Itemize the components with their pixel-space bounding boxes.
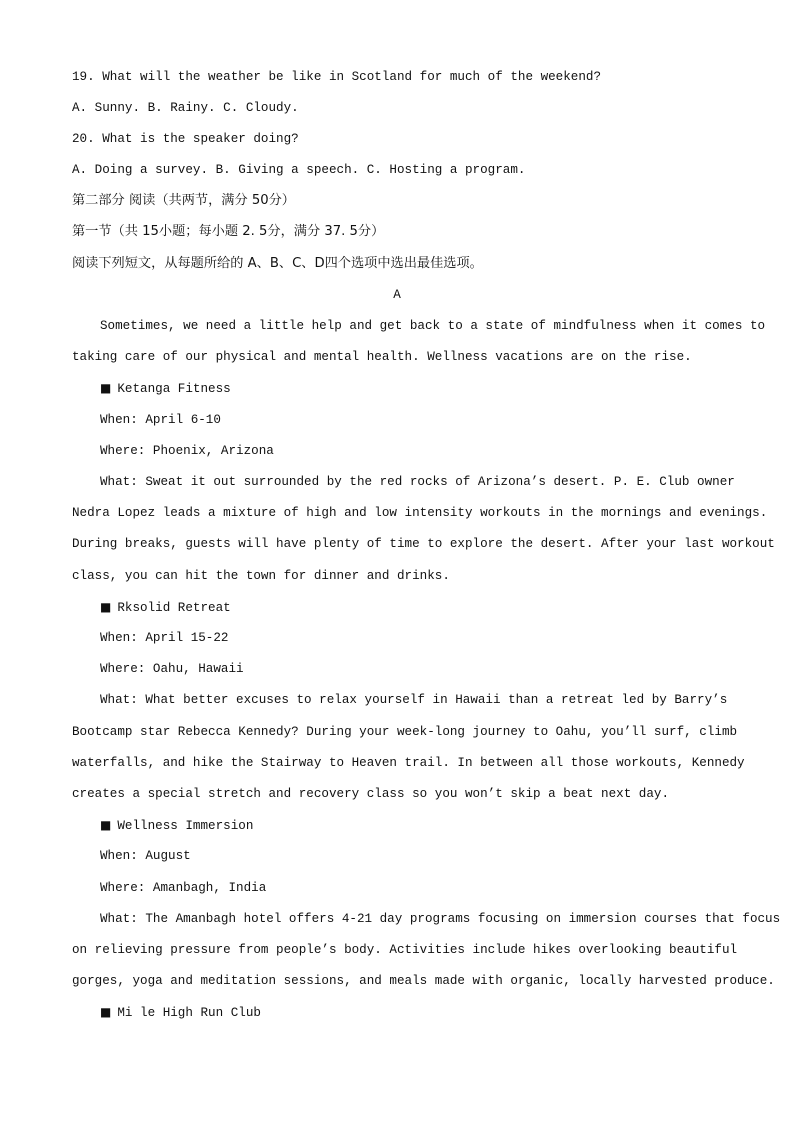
q19-question: 19. What will the weather be like in Scotland for much of the weekend? xyxy=(72,70,602,84)
bullet-square-icon: ■ xyxy=(100,1005,112,1019)
item-what-line: on relieving pressure from people’s body. Activities include hikes overlooking beautiful xyxy=(72,943,738,957)
passage-label: A xyxy=(393,288,401,302)
item-name: Rksolid Retreat xyxy=(117,601,231,615)
item-what-line: What: What better excuses to relax yourself in Hawaii than a retreat led by Barry’s xyxy=(100,693,728,707)
item-what-line: Bootcamp star Rebecca Kennedy? During your week-long journey to Oahu, you’ll surf, climb xyxy=(72,725,738,739)
part2-heading: 第二部分 阅读（共两节，满分 50分） xyxy=(72,193,295,208)
section1-heading: 第一节（共 15小题；每小题 2. 5分，满分 37. 5分） xyxy=(72,224,385,239)
intro-line-2: taking care of our physical and mental health. Wellness vacations are on the rise. xyxy=(72,350,692,364)
item-what-line: What: Sweat it out surrounded by the red rocks of Arizona’s desert. P. E. Club owner xyxy=(100,475,735,489)
item-heading-milehigh xyxy=(100,1004,750,1021)
item-name: Ketanga Fitness xyxy=(117,382,231,396)
item-where: Where: Amanbagh, India xyxy=(100,881,267,895)
item-what-line: creates a special stretch and recovery class so you won’t skip a beat next day. xyxy=(72,787,670,801)
item-heading-rksolid xyxy=(100,599,750,616)
item-what-line: What: The Amanbagh hotel offers 4-21 day programs focusing on immersion courses that focus xyxy=(100,912,781,926)
item-what-line: Nedra Lopez leads a mixture of high and low intensity workouts in the mornings and evenings. xyxy=(72,506,768,520)
q20-question: 20. What is the speaker doing? xyxy=(72,132,299,146)
q20-options: A. Doing a survey. B. Giving a speech. C. Hosting a program. xyxy=(72,163,526,177)
item-when: When: April 6-10 xyxy=(100,413,221,427)
item-what-line: gorges, yoga and meditation sessions, and meals made with organic, locally harvested produce. xyxy=(72,974,775,988)
item-what-line: class, you can hit the town for dinner and drinks. xyxy=(72,569,450,583)
bullet-square-icon: ■ xyxy=(100,818,112,832)
item-heading-ketanga xyxy=(100,380,750,397)
item-where: Where: Oahu, Hawaii xyxy=(100,662,244,676)
item-where: Where: Phoenix, Arizona xyxy=(100,444,274,458)
item-what-line: waterfalls, and hike the Stairway to Heaven trail. In between all those workouts, Kennedy xyxy=(72,756,745,770)
item-when: When: April 15-22 xyxy=(100,631,229,645)
item-name: Wellness Immersion xyxy=(117,819,254,833)
item-name: Mi le High Run Club xyxy=(117,1006,261,1020)
item-when: When: August xyxy=(100,849,191,863)
intro-line-1: Sometimes, we need a little help and get back to a state of mindfulness when it comes to xyxy=(100,319,766,333)
item-heading-wellness xyxy=(100,817,750,834)
bullet-square-icon: ■ xyxy=(100,381,112,395)
reading-instruction: 阅读下列短文，从每题所给的 A、B、C、D四个选项中选出最佳选项。 xyxy=(72,256,483,271)
q19-options: A. Sunny. B. Rainy. C. Cloudy. xyxy=(72,101,299,115)
item-what-line: During breaks, guests will have plenty of time to explore the desert. After your last workout xyxy=(72,537,775,551)
bullet-square-icon: ■ xyxy=(100,600,112,614)
